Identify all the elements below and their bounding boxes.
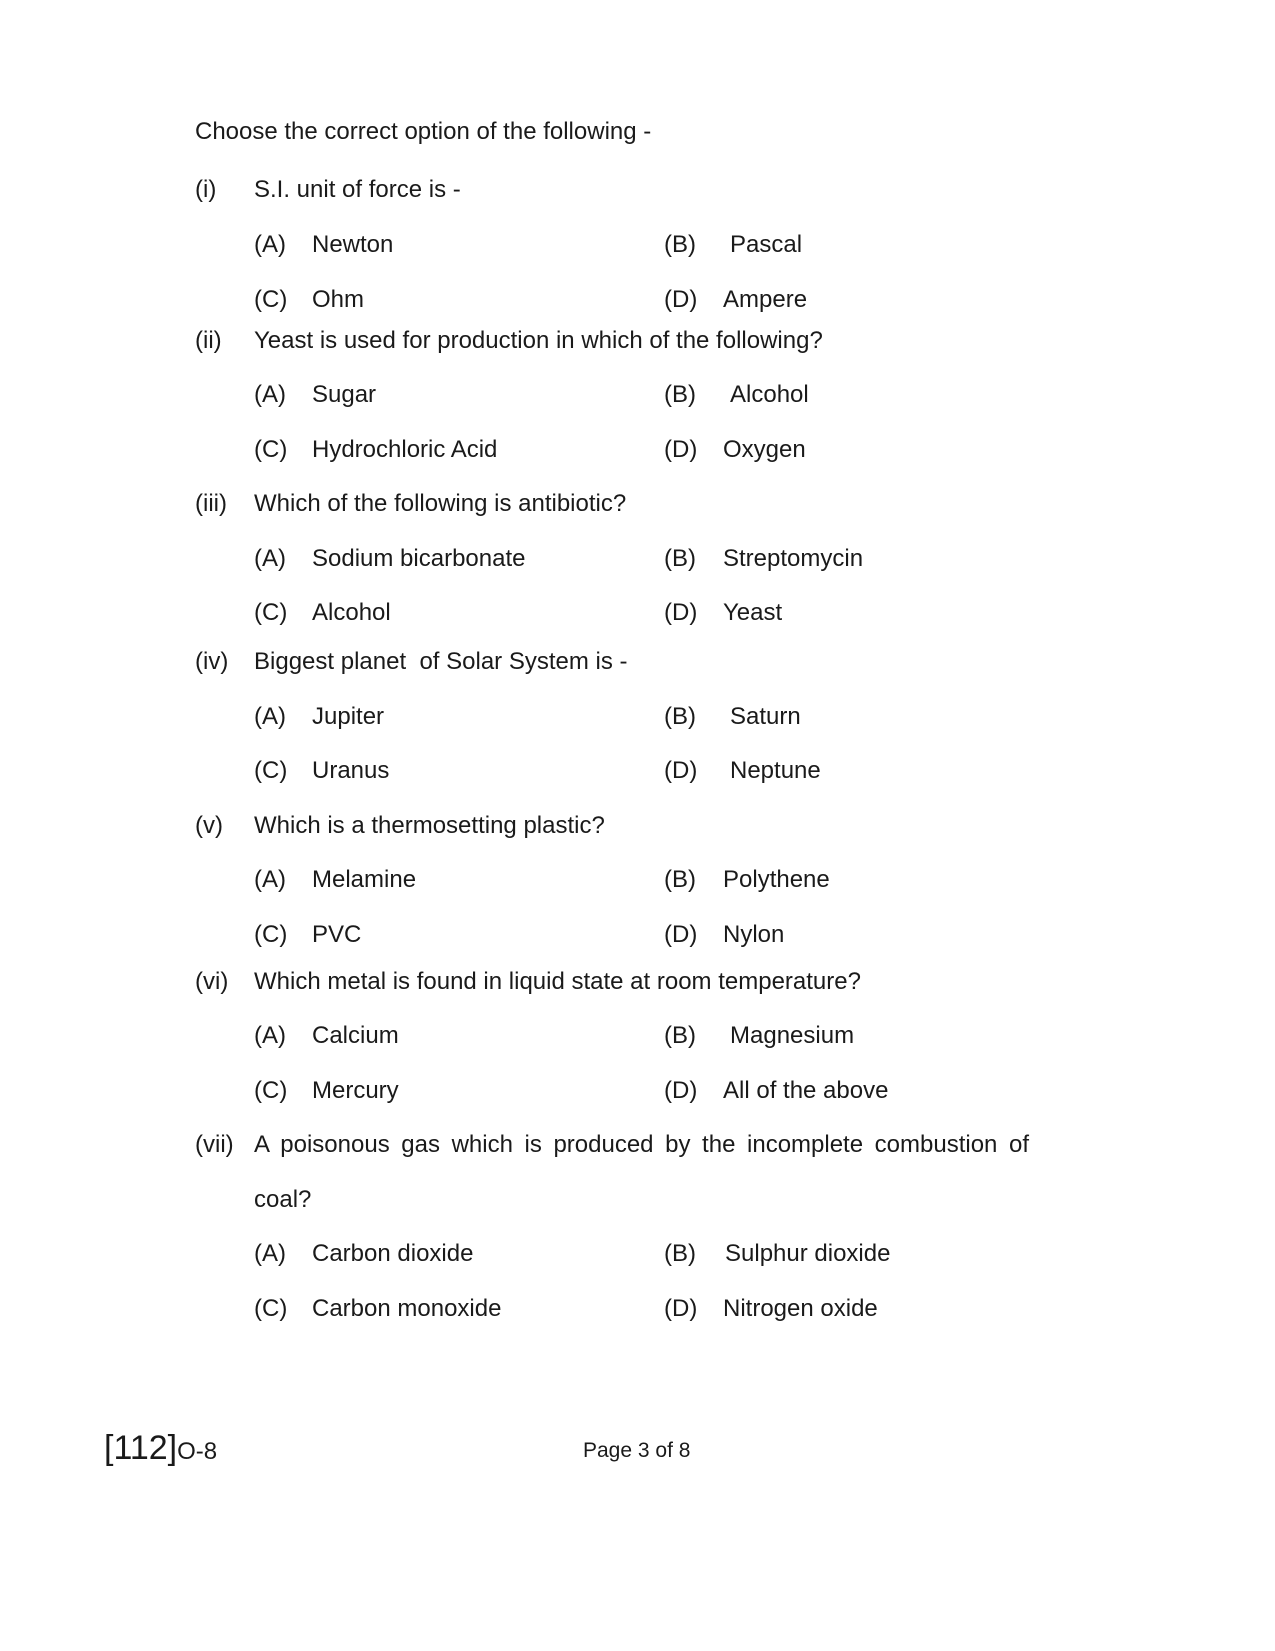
option-label: (D) [664,599,698,626]
instruction-text: Choose the correct option of the following - [195,118,652,145]
option-label: (B) [664,703,696,730]
option-label: (D) [664,1077,698,1104]
question-number: (i) [195,176,217,203]
option-label: (A) [254,1022,286,1049]
option-text: Yeast [723,599,783,626]
option-label: (A) [254,703,286,730]
option-label: (A) [254,1240,286,1267]
option-text: Pascal [730,231,803,258]
option-label: (B) [664,231,696,258]
option-text: Sulphur dioxide [725,1240,891,1267]
option-text: Polythene [723,866,830,893]
option-text: Mercury [312,1077,399,1104]
option-text: Ohm [312,286,365,313]
question-number: (vii) [195,1131,234,1158]
question-number: (vi) [195,968,229,995]
question-number: (iv) [195,648,229,675]
option-label: (B) [664,545,696,572]
option-text: PVC [312,921,362,948]
option-text: Calcium [312,1022,399,1049]
option-text: Carbon dioxide [312,1240,474,1267]
option-label: (C) [254,286,288,313]
question-text: S.I. unit of force is - [254,176,461,203]
option-text: Jupiter [312,703,385,730]
option-label: (A) [254,381,286,408]
option-text: Nylon [723,921,785,948]
option-label: (B) [664,381,696,408]
paper-code-main: [112] [104,1429,178,1467]
option-text: Nitrogen oxide [723,1295,878,1322]
option-label: (C) [254,1077,288,1104]
page-number: Page 3 of 8 [583,1439,691,1462]
option-label: (D) [664,286,698,313]
question-number: (ii) [195,327,222,354]
option-label: (D) [664,757,698,784]
option-label: (B) [664,866,696,893]
option-text: Saturn [730,703,801,730]
option-label: (D) [664,1295,698,1322]
question-number: (v) [195,812,223,839]
option-label: (C) [254,921,288,948]
option-label: (D) [664,436,698,463]
option-text: Uranus [312,757,390,784]
option-text: Melamine [312,866,417,893]
option-label: (B) [664,1240,696,1267]
question-text-line-1: A poisonous gas which is produced by the incomplete combustion of [254,1131,1029,1158]
option-label: (A) [254,866,286,893]
paper-code-suffix: O-8 [177,1438,218,1465]
option-text: Magnesium [730,1022,855,1049]
option-text: Streptomycin [723,545,864,572]
option-text: Ampere [723,286,808,313]
option-label: (C) [254,1295,288,1322]
option-text: Carbon monoxide [312,1295,502,1322]
option-text: Hydrochloric Acid [312,436,498,463]
question-text: Which of the following is antibiotic? [254,490,627,517]
question-text: Which is a thermosetting plastic? [254,812,605,839]
option-text: Neptune [730,757,821,784]
option-label: (B) [664,1022,696,1049]
option-text: Alcohol [730,381,809,408]
option-label: (A) [254,231,286,258]
option-text: Oxygen [723,436,806,463]
option-text: Sodium bicarbonate [312,545,526,572]
option-text: Alcohol [312,599,391,626]
paper-code [104,1428,217,1472]
question-number: (iii) [195,490,227,517]
question-text: Biggest planet of Solar System is - [254,648,628,675]
question-text: Which metal is found in liquid state at room temperature? [254,968,861,995]
option-label: (A) [254,545,286,572]
option-text: Sugar [312,381,377,408]
option-label: (C) [254,757,288,784]
option-label: (C) [254,436,288,463]
question-text-line-2: coal? [254,1186,312,1213]
option-label: (D) [664,921,698,948]
option-label: (C) [254,599,288,626]
question-text: Yeast is used for production in which of the following? [254,327,823,354]
option-text: Newton [312,231,394,258]
option-text: All of the above [723,1077,889,1104]
